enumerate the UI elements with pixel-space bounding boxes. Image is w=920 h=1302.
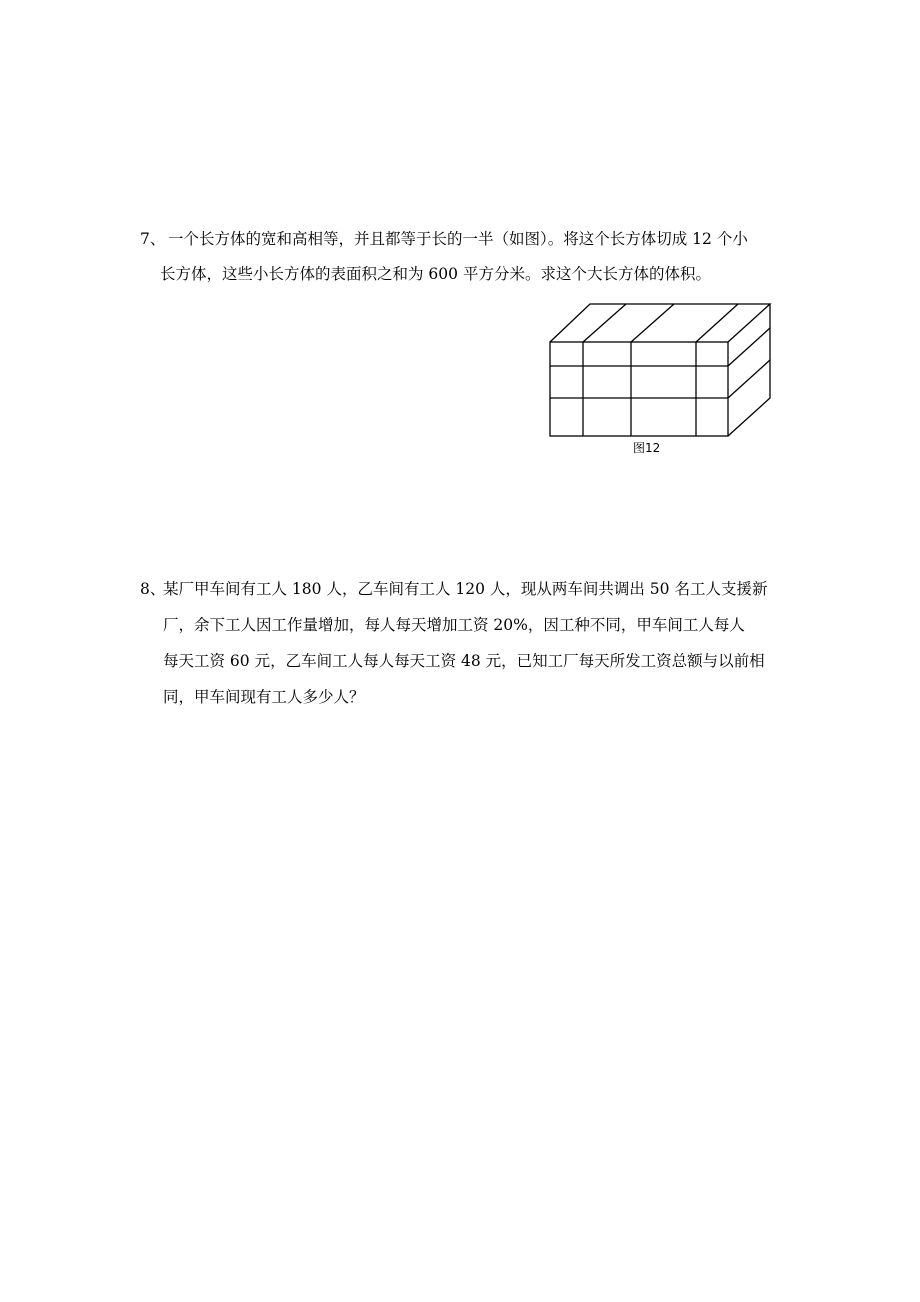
problem-8-line-2: 厂，余下工人因工作量增加，每人每天增加工资 20%，因工种不同，甲车间工人每人 xyxy=(163,616,745,634)
problem-7-number: 7、 xyxy=(140,230,166,248)
problem-8-line-3: 每天工资 60 元，乙车间工人每人每天工资 48 元，已知工厂每天所发工资总额与以前相 xyxy=(163,652,765,670)
problem-7-line-1: 一个长方体的宽和高相等，并且都等于长的一半（如图）。将这个长方体切成 12 个小 xyxy=(168,230,748,248)
problem-7-line-2: 长方体，这些小长方体的表面积之和为 600 平方分米。求这个大长方体的体积。 xyxy=(160,265,711,283)
problem-8-line-1: 某厂甲车间有工人 180 人，乙车间有工人 120 人，现从两车间共调出 50 名工人支援新 xyxy=(163,580,768,598)
cuboid-figure xyxy=(546,300,776,442)
figure-caption: 图12 xyxy=(633,441,661,455)
top-cut-3 xyxy=(696,304,738,342)
cuboid-front-face xyxy=(550,342,728,436)
top-cut-2 xyxy=(631,304,674,342)
right-cut-1 xyxy=(728,328,770,366)
problem-8-line-4: 同，甲车间现有工人多少人？ xyxy=(163,688,365,706)
top-cut-1 xyxy=(583,304,626,342)
problem-8-number: 8、 xyxy=(140,580,166,598)
right-cut-2 xyxy=(728,360,770,398)
cuboid-top-face xyxy=(550,304,770,342)
